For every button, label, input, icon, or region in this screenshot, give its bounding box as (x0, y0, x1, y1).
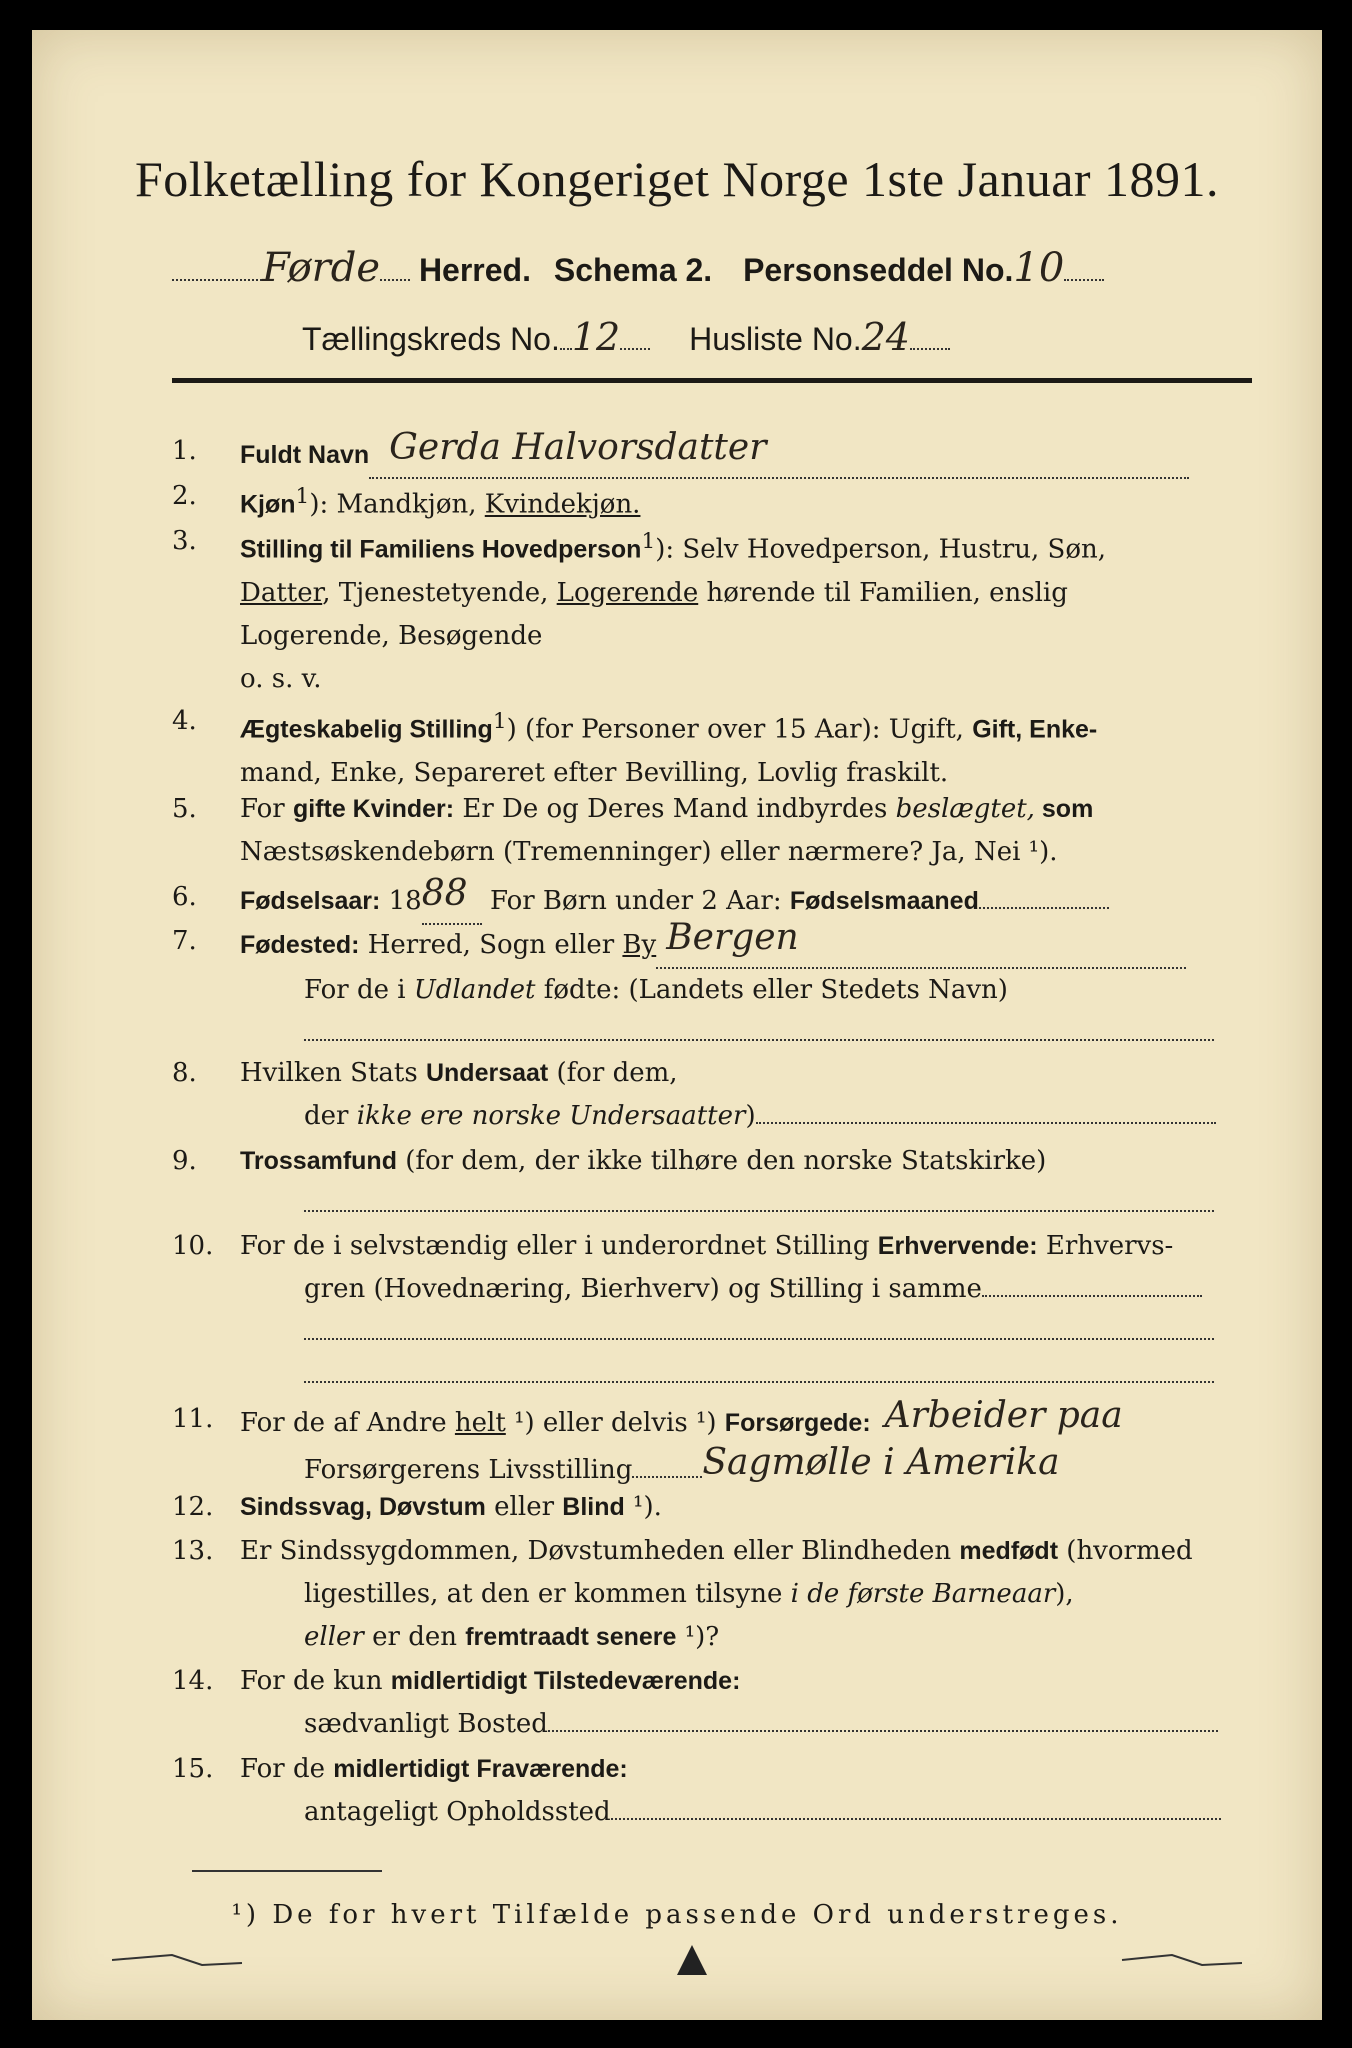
fuldt-navn-label: Fuldt Navn (240, 441, 370, 469)
personseddel-label: Personseddel No. (743, 252, 1014, 288)
left-flourish (112, 1955, 242, 1965)
herred-line (172, 245, 1104, 291)
footnote: ¹) De for hvert Tilfælde passende Ord understreges. (231, 1900, 1123, 1930)
forsorger-value-1: Arbeider paa (884, 1395, 1123, 1436)
kvindekjon-underlined: Kvindekjøn. (484, 489, 641, 520)
herred-value: Førde (262, 245, 381, 291)
kreds-label: Tællingskreds No. (302, 321, 560, 357)
logerende-underlined: Logerende (556, 577, 699, 608)
kreds-value: 12 (571, 315, 621, 359)
herred-label: Herred. (418, 252, 531, 288)
kreds-line (302, 315, 950, 359)
personseddel-value: 10 (1013, 245, 1065, 291)
birthplace-value: Bergen (666, 917, 799, 958)
header-rule (172, 378, 1252, 383)
center-ornament (677, 1945, 707, 1975)
name-value: Gerda Halvorsdatter (389, 427, 767, 468)
census-form: Folketælling for Kongeriget Norge 1ste Januar 1891. Førde Herred. Schema 2. Personseddel No.10 Tællingskreds No. 12 Husliste No.24 1. Fuldt Navn Gerda Halvorsdatter 2. Kjøn$^1$): Mandkjøn, Kvindekjøn. 3. Stilling til Familiens Hovedperson$^1$): Selv Hovedperson, Hustru, Søn, Datter, Tjenestetyende, Logerende hørende til Familien, enslig Logerende, Besøgende o. s. v. 4. Ægteskabelig Stilling$^1$) (for Personer over 15 Aar): Ugift, Gift, Enke- mand, Enke, Separeret efter Bevilling, Lovlig fraskilt. 5. For gifte Kvinder: Er De og Deres Mand indbyrdes beslægtet, som Næstsøskendebørn (Tremenninger) eller nærmere? Ja, Nei ¹). 6. Fødselsaar: 1888 For Børn under 2 Aar: Fødselsmaaned 7. Fødested: Herred, Sogn eller By Bergen For de i Udlandet fødte: (Landets eller Stedets Navn) 8. Hvilken Stats Undersaat (for dem, der ikke ere norske Undersaatter) 9. Trossamfund (for dem, der ikke tilhøre den norske Statskirke) 10. For de i selvstændig eller i underordnet Stilling Erhvervende: Erhvervs- gren (Hovednæring, Bierhverv) og Stilling i samme 11. For de af Andre helt ¹) eller delvis ¹) Forsørgede: Arbeider paa Forsørgerens Livsstilling Sagmølle i Amerika 12. Sindssvag, Døvstum eller Blind ¹). 13. Er Sindssygdommen, Døvstumheden eller Blindheden medfødt (hvormed ligestilles, at den er kommen tilsyne i de første Barneaar), eller er den fremtraadt senere ¹)? 14. For de kun midlertidigt Tilstedeværende: sædvanligt Bosted 15. For de midlertidigt Fraværende: antageligt Opholdssted ¹) De for hvert Tilfælde passende Ord understreges. (32, 30, 1322, 2020)
right-flourish (1122, 1955, 1242, 1965)
birth-year-value: 88 (421, 873, 468, 914)
schema-label: Schema 2. (553, 252, 713, 288)
forsorger-value-2: Sagmølle i Amerika (702, 1442, 1060, 1483)
datter-underlined: Datter (240, 577, 323, 608)
husliste-label: Husliste No. (689, 321, 862, 357)
form-title: Folketælling for Kongeriget Norge 1ste Januar 1891. (134, 151, 1220, 207)
husliste-value: 24 (861, 315, 910, 359)
footnote-rule (192, 1870, 382, 1872)
decorative-marks (112, 1935, 1242, 1985)
